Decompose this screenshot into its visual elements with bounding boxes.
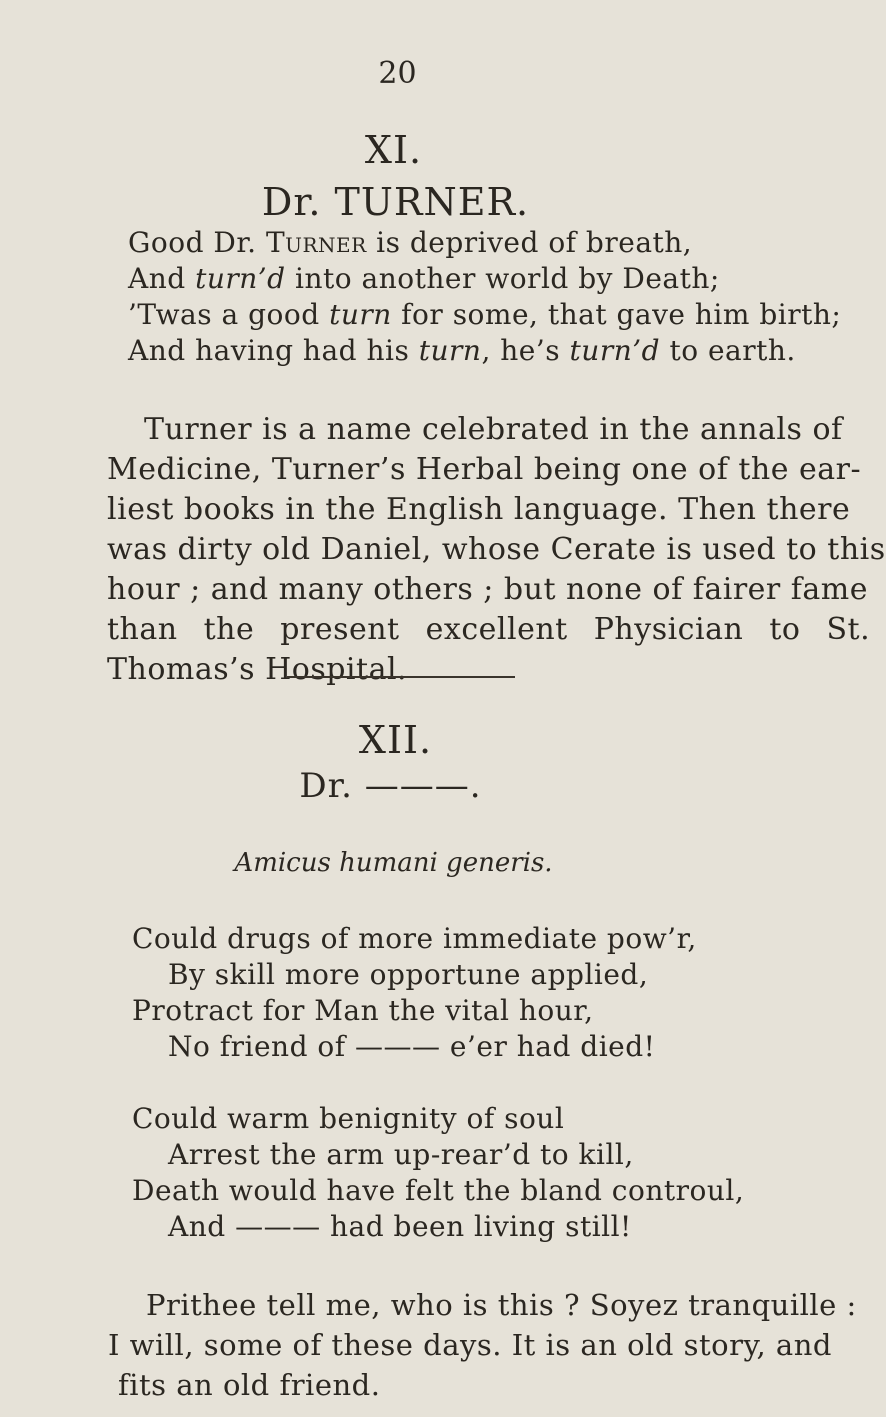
verse-name: Turner [265, 226, 367, 259]
verse-emphasis: turn [418, 334, 482, 367]
verse-line [128, 334, 796, 367]
prose-line: was dirty old Daniel, whose Cerate is used to this [107, 532, 886, 567]
verse-line [128, 226, 692, 259]
prose-line: Turner is a name celebrated in the annals of [144, 412, 843, 447]
prose-line: Prithee tell me, who is this ? Soyez tranquille : [146, 1288, 857, 1322]
latin-motto: Amicus humani generis. [234, 848, 553, 878]
section-title: Dr. TURNER. [261, 180, 530, 224]
verse-emphasis: turn’d [195, 262, 286, 295]
section-numeral: XII. [358, 718, 433, 762]
prose-line: I will, some of these days. It is an old story, and [108, 1328, 832, 1362]
prose-line: Medicine, Turner’s Herbal being one of the ear- [107, 452, 862, 487]
verse-text: , he’s [481, 334, 570, 367]
stanza-line: And ——— had been living still! [168, 1210, 632, 1243]
verse-emphasis: turn [329, 298, 392, 331]
stanza-line: Could drugs of more immediate pow’r, [132, 922, 697, 955]
stanza-line: Death would have felt the bland controul, [132, 1174, 745, 1207]
section-title: Dr. ———. [299, 766, 482, 806]
prose-line: hour ; and many others ; but none of fairer fame [107, 572, 868, 607]
prose-line: fits an old friend. [118, 1368, 381, 1402]
verse-text: And [128, 262, 196, 295]
stanza-line: Could warm benignity of soul [132, 1102, 565, 1135]
verse-line [128, 298, 841, 331]
verse-emphasis: turn’d [569, 334, 661, 367]
prose-line: liest books in the English language. Then there [107, 492, 851, 527]
stanza-line: Arrest the arm up-rear’d to kill, [168, 1138, 634, 1171]
verse-text: And having had his [128, 334, 419, 367]
verse-text: is deprived of breath, [366, 226, 693, 259]
verse-text: for some, that gave him birth; [391, 298, 842, 331]
section-numeral: XI. [364, 128, 423, 172]
prose-line: than the present excellent Physician to St. [107, 612, 871, 647]
stanza-line: No friend of ——— e’er had died! [168, 1030, 656, 1063]
verse-text: to earth. [660, 334, 796, 367]
page-number: 20 [378, 56, 417, 91]
stanza-line: Protract for Man the vital hour, [132, 994, 594, 1027]
stanza-line: By skill more opportune applied, [168, 958, 649, 991]
prose-line: Thomas’s Hospital. [107, 652, 408, 687]
verse-line [128, 262, 720, 295]
verse-text: ’Twas a good [128, 298, 330, 331]
section-divider [287, 676, 515, 678]
verse-text: into another world by Death; [285, 262, 720, 295]
verse-text: Good Dr. [128, 226, 266, 259]
